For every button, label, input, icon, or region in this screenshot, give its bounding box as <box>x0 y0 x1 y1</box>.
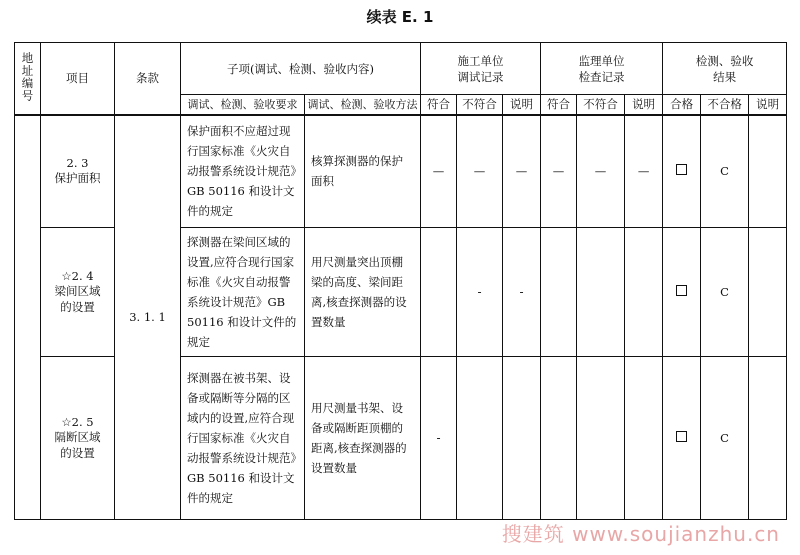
header-row-1 <box>15 43 787 95</box>
sub-item-header: 子项(调试、检测、验收内容) <box>181 43 421 95</box>
checkbox-icon <box>676 431 687 442</box>
requirement-header: 调试、检测、验收要求 <box>181 95 305 115</box>
conform-cell <box>421 228 457 357</box>
nonconform-header: 不符合 <box>457 95 503 115</box>
item-cell: 2. 3 保护面积 <box>41 115 115 228</box>
method-cell: 用尺测量书架、设备或隔断距顶棚的距离,核查探测器的设置数量 <box>305 357 421 520</box>
note-cell-3 <box>749 115 787 228</box>
table-title: 续表 E. 1 <box>366 8 434 26</box>
item-header: 项目 <box>41 43 115 115</box>
inspection-table <box>14 42 787 520</box>
clause-cell: 3. 1. 1 <box>115 115 181 520</box>
note-header-3: 说明 <box>749 95 787 115</box>
requirement-cell: 探测器在被书架、设备或隔断等分隔的区域内的设置,应符合现行国家标准《火灾自动报警系统设计规范》GB 50116 和设计文件的规定 <box>181 357 305 520</box>
nonconform-cell: - <box>457 228 503 357</box>
unqualified-cell: C <box>701 357 749 520</box>
note-cell-2: — <box>625 115 663 228</box>
note-cell <box>503 357 541 520</box>
unqualified-header: 不合格 <box>701 95 749 115</box>
conform-header: 符合 <box>421 95 457 115</box>
qualified-checkbox[interactable] <box>663 228 701 357</box>
construction-unit-header: 施工单位 调试记录 <box>421 43 541 95</box>
qualified-checkbox[interactable] <box>663 115 701 228</box>
requirement-cell: 探测器在梁间区域的设置,应符合现行国家标准《火灾自动报警系统设计规范》GB 50116 和设计文件的规定 <box>181 228 305 357</box>
nonconform-cell-2 <box>577 228 625 357</box>
note-cell-3 <box>749 228 787 357</box>
note-cell-2 <box>625 228 663 357</box>
nonconform-cell-2 <box>577 357 625 520</box>
clause-header: 条款 <box>115 43 181 115</box>
note-header: 说明 <box>503 95 541 115</box>
conform-cell-2 <box>541 357 577 520</box>
inspection-header: 检测、验收 结果 <box>663 43 787 95</box>
requirement-cell: 保护面积不应超过现行国家标准《火灾自动报警系统设计规范》GB 50116 和设计文件的规定 <box>181 115 305 228</box>
note-cell-2 <box>625 357 663 520</box>
nonconform-cell: — <box>457 115 503 228</box>
conform-cell: — <box>421 115 457 228</box>
note-cell: - <box>503 228 541 357</box>
table-row <box>15 115 787 228</box>
item-cell: ☆2. 5 隔断区域 的设置 <box>41 357 115 520</box>
method-header: 调试、检测、验收方法 <box>305 95 421 115</box>
qualified-checkbox[interactable] <box>663 357 701 520</box>
note-cell-3 <box>749 357 787 520</box>
note-cell: — <box>503 115 541 228</box>
note-header-2: 说明 <box>625 95 663 115</box>
method-cell: 用尺测量突出顶棚梁的高度、梁间距离,核查探测器的设置数量 <box>305 228 421 357</box>
checkbox-icon <box>676 164 687 175</box>
unqualified-cell: C <box>701 115 749 228</box>
address-code-cell <box>15 115 41 520</box>
watermark: 搜建筑 www.soujianzhu.cn <box>501 522 780 546</box>
conform-cell: - <box>421 357 457 520</box>
nonconform-cell-2: — <box>577 115 625 228</box>
checkbox-icon <box>676 285 687 296</box>
address-code-header: 地址编号 <box>15 43 41 115</box>
unqualified-cell: C <box>701 228 749 357</box>
supervision-unit-header: 监理单位 检查记录 <box>541 43 663 95</box>
conform-cell-2 <box>541 228 577 357</box>
qualified-header: 合格 <box>663 95 701 115</box>
nonconform-cell <box>457 357 503 520</box>
conform-header-2: 符合 <box>541 95 577 115</box>
item-cell: ☆2. 4 梁间区域 的设置 <box>41 228 115 357</box>
method-cell: 核算探测器的保护面积 <box>305 115 421 228</box>
conform-cell-2: — <box>541 115 577 228</box>
nonconform-header-2: 不符合 <box>577 95 625 115</box>
